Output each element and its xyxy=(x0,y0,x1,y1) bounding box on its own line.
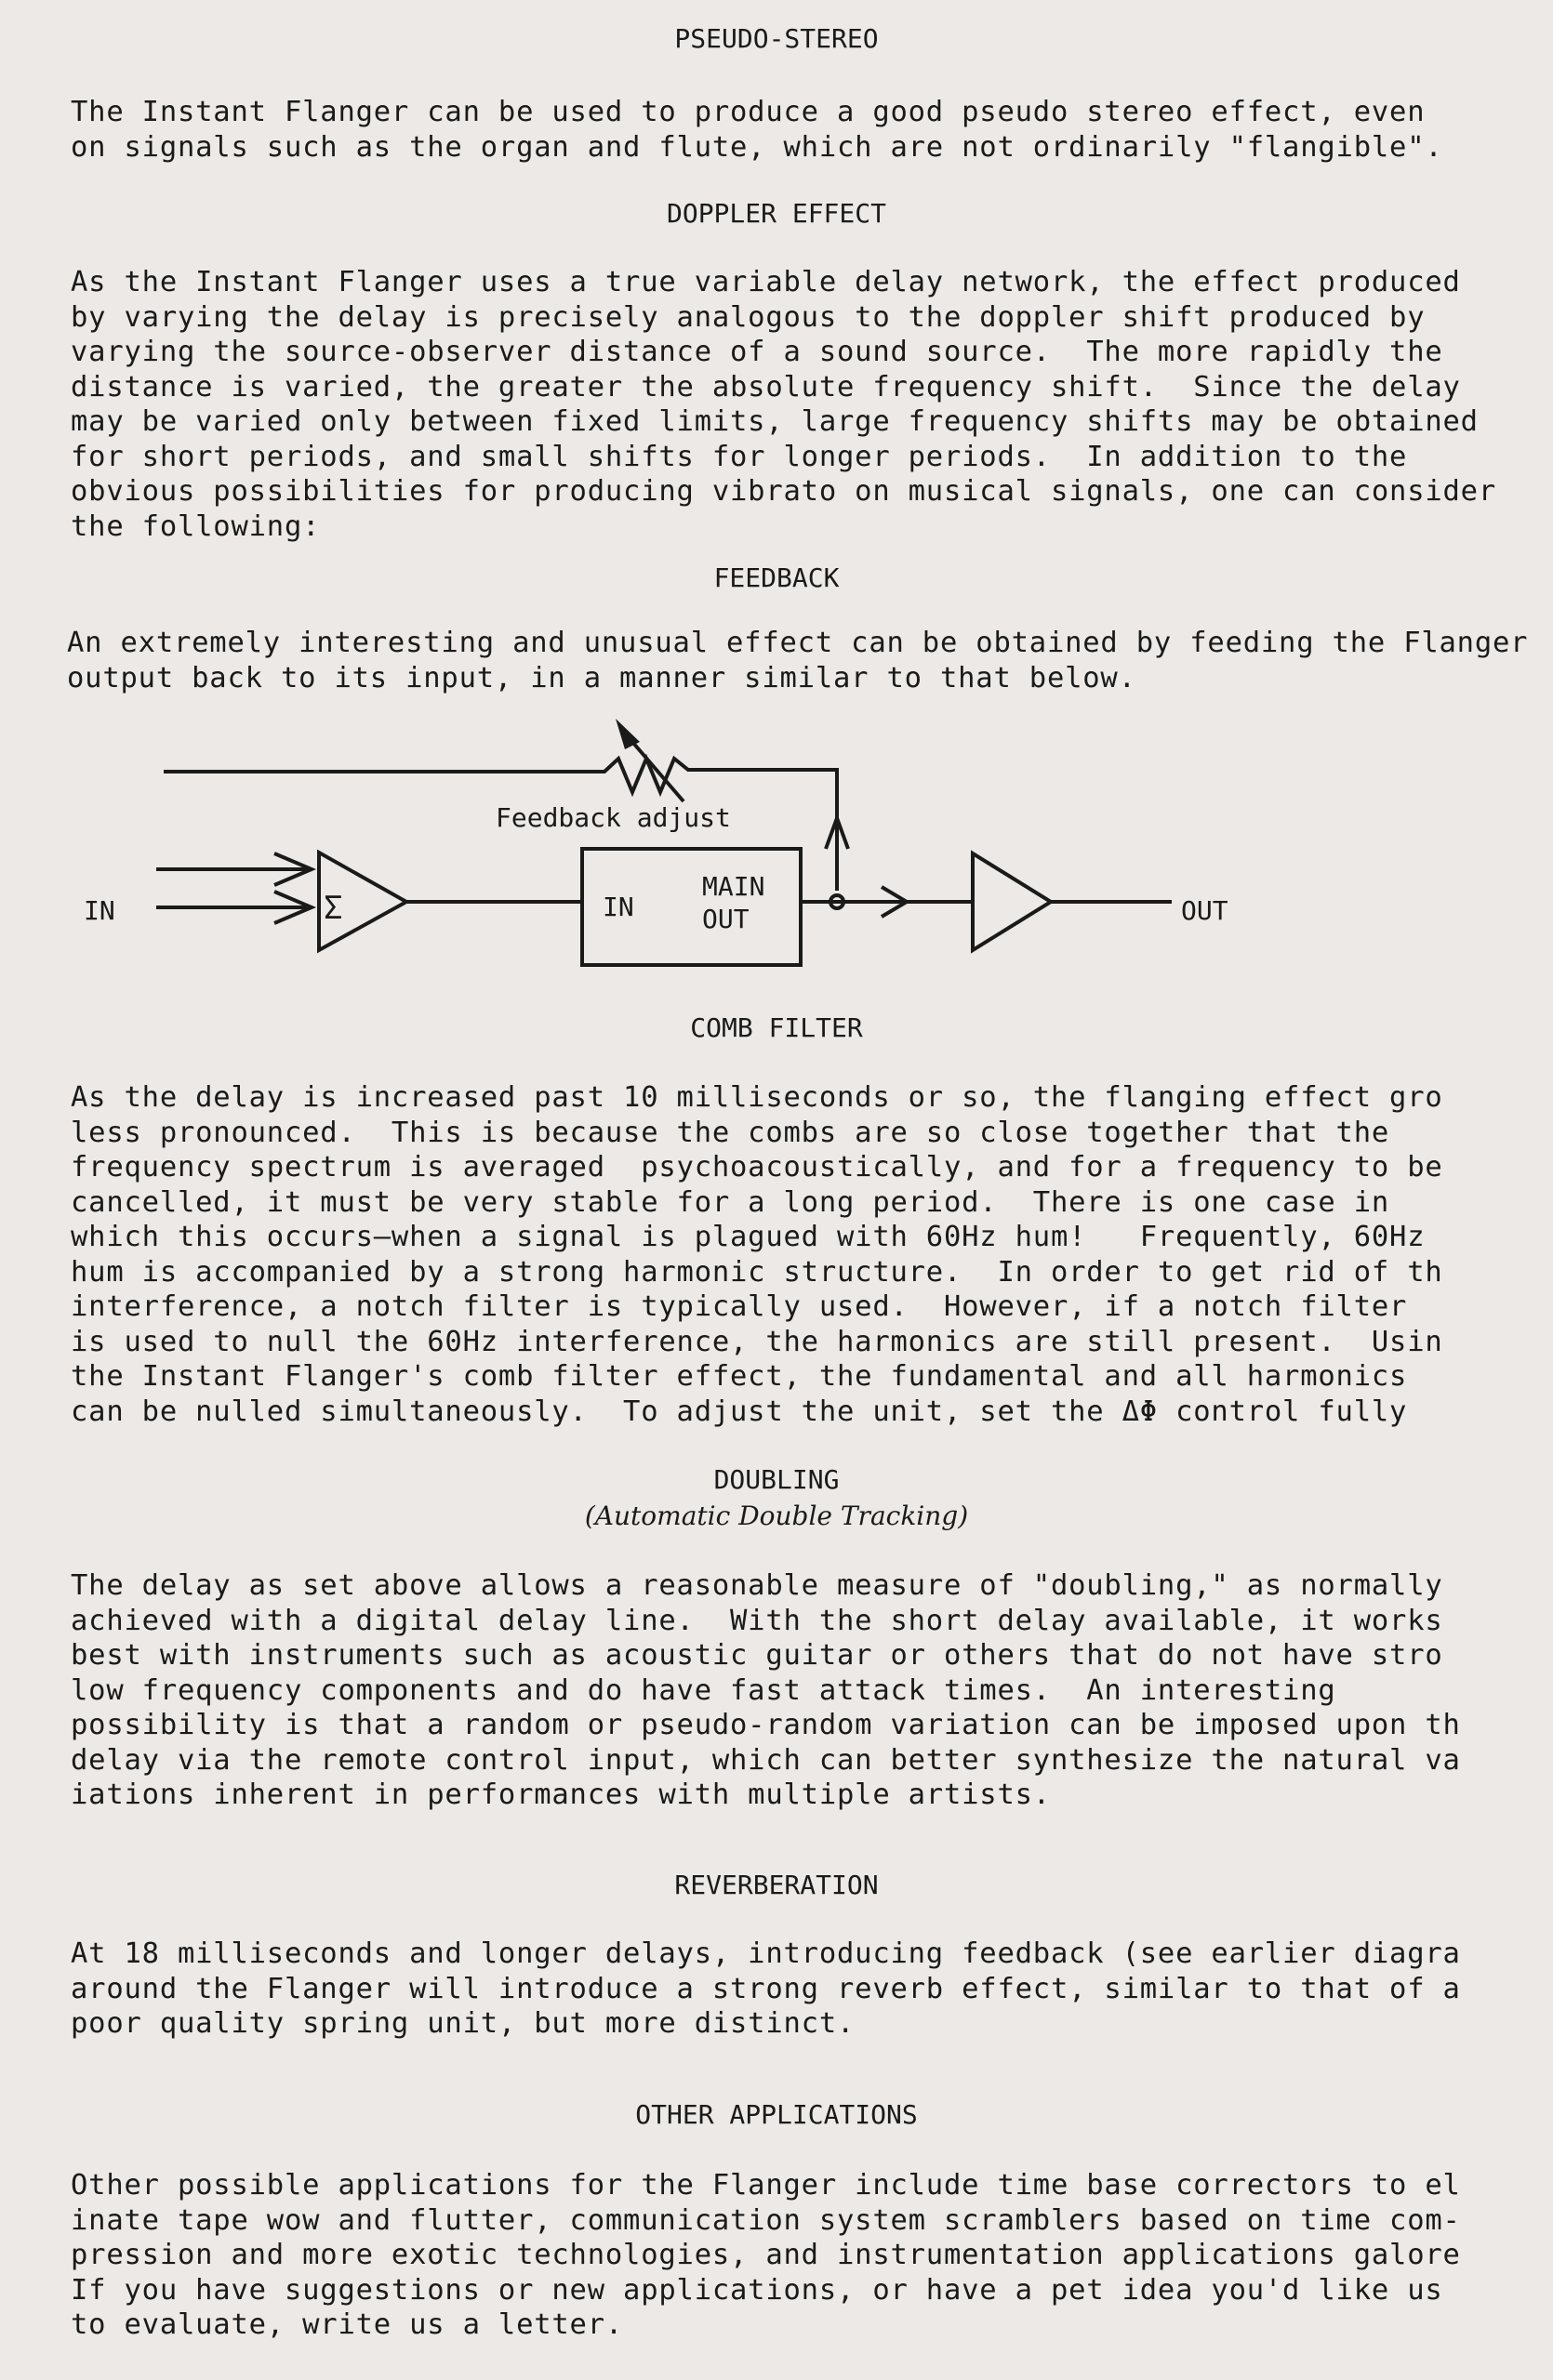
box-in-label: IN xyxy=(603,892,634,922)
text-line: As the delay is increased past 10 milliseconds or so, the flanging effect gro xyxy=(71,1081,1443,1114)
text-line: frequency spectrum is averaged psychoacoustically, and for a frequency to be xyxy=(71,1151,1443,1183)
heading-doppler-effect: DOPPLER EFFECT xyxy=(666,198,886,229)
diagram-out-label: OUT xyxy=(1181,895,1228,926)
text-line: can be nulled simultaneously. To adjust the unit, set the ΔΦ control fully xyxy=(71,1395,1408,1428)
heading-feedback: FEEDBACK xyxy=(713,562,840,593)
text-line: low frequency components and do have fast attack times. An interesting xyxy=(71,1673,1336,1707)
text-line: on signals such as the organ and flute, which are not ordinarily "flangible". xyxy=(71,130,1443,164)
paragraph-reverberation xyxy=(71,1937,1521,2042)
diagram-in-label: IN xyxy=(84,895,115,926)
text-line: for short periods, and small shifts for longer periods. In addition to the xyxy=(71,440,1408,473)
heading-other-applications: OTHER APPLICATIONS xyxy=(635,2099,918,2130)
text-line: best with instruments such as acoustic guitar or others that do not have stro xyxy=(71,1639,1443,1672)
text-line: interference, a notch filter is typically used. However, if a notch filter xyxy=(71,1290,1408,1323)
text-line: Other possible applications for the Flanger include time base correctors to el xyxy=(71,2169,1461,2202)
text-line: cancelled, it must be very stable for a long period. There is one case in xyxy=(71,1185,1390,1219)
box-out-label: OUT xyxy=(702,904,750,934)
text-line: As the Instant Flanger uses a true variable delay network, the effect produced xyxy=(71,266,1461,298)
text-line: is used to null the 60Hz interference, the harmonics are still present. Usin xyxy=(71,1325,1443,1358)
feedback-adjust-label: Feedback adjust xyxy=(496,802,731,833)
heading-pseudo-stereo: PSEUDO-STEREO xyxy=(674,23,879,54)
text-line: less pronounced. This is because the combs are so close together that the xyxy=(71,1116,1390,1149)
paragraph-other-applications xyxy=(71,2168,1521,2343)
text-line: the following: xyxy=(71,509,321,543)
text-line: to evaluate, write us a letter. xyxy=(71,2308,624,2341)
text-line: obvious possibilities for producing vibrato on musical signals, one can consider xyxy=(71,475,1497,508)
text-line: delay via the remote control input, which can better synthesize the natural va xyxy=(71,1743,1461,1777)
paragraph-comb-filter xyxy=(71,1080,1521,1429)
sum-symbol: Σ xyxy=(324,890,343,927)
heading-doubling: DOUBLING xyxy=(713,1464,840,1495)
text-line: output back to its input, in a manner similar to that below. xyxy=(67,661,1136,694)
text-line: The Instant Flanger can be used to produce a good pseudo stereo effect, even xyxy=(71,96,1426,128)
text-line: the Instant Flanger's comb filter effect, the fundamental and all harmonics xyxy=(71,1360,1408,1393)
text-line: varying the source-observer distance of a sound source. The more rapidly the xyxy=(71,336,1443,368)
feedback-diagram xyxy=(0,0,1553,1004)
text-line: possibility is that a random or pseudo-random variation can be imposed upon th xyxy=(71,1709,1461,1741)
text-line: which this occurs—when a signal is plagued with 60Hz hum! Frequently, 60Hz xyxy=(71,1221,1426,1253)
text-line: pression and more exotic technologies, and instrumentation applications galore xyxy=(71,2239,1461,2271)
text-line: poor quality spring unit, but more distinct. xyxy=(71,2007,856,2040)
subheading-doubling: (Automatic Double Tracking) xyxy=(584,1501,969,1531)
output-amplifier xyxy=(973,853,1051,950)
text-line: by varying the delay is precisely analogous to the doppler shift produced by xyxy=(71,300,1426,334)
text-line: distance is varied, the greater the absolute frequency shift. Since the delay xyxy=(71,370,1461,403)
heading-reverberation: REVERBERATION xyxy=(674,1870,879,1900)
text-line: hum is accompanied by a strong harmonic structure. In order to get rid of th xyxy=(71,1255,1443,1289)
paragraph-doubling xyxy=(71,1568,1521,1813)
text-line: may be varied only between fixed limits, large frequency shifts may be obtained xyxy=(71,405,1479,438)
text-line: iations inherent in performances with multiple artists. xyxy=(71,1778,1051,1811)
text-line: If you have suggestions or new applications, or have a pet idea you'd like us xyxy=(71,2273,1443,2307)
text-line: inate tape wow and flutter, communication system scramblers based on time com- xyxy=(71,2203,1461,2237)
heading-comb-filter: COMB FILTER xyxy=(690,1012,863,1043)
text-line: An extremely interesting and unusual effect can be obtained by feeding the Flanger xyxy=(67,627,1529,659)
box-main-label: MAIN xyxy=(702,871,765,902)
text-line: achieved with a digital delay line. With the short delay available, it works xyxy=(71,1604,1443,1637)
text-line: At 18 milliseconds and longer delays, introducing feedback (see earlier diagra xyxy=(71,1937,1461,1970)
text-line: The delay as set above allows a reasonable measure of "doubling," as normally xyxy=(71,1569,1443,1602)
text-line: around the Flanger will introduce a strong reverb effect, similar to that of a xyxy=(71,1972,1461,2005)
